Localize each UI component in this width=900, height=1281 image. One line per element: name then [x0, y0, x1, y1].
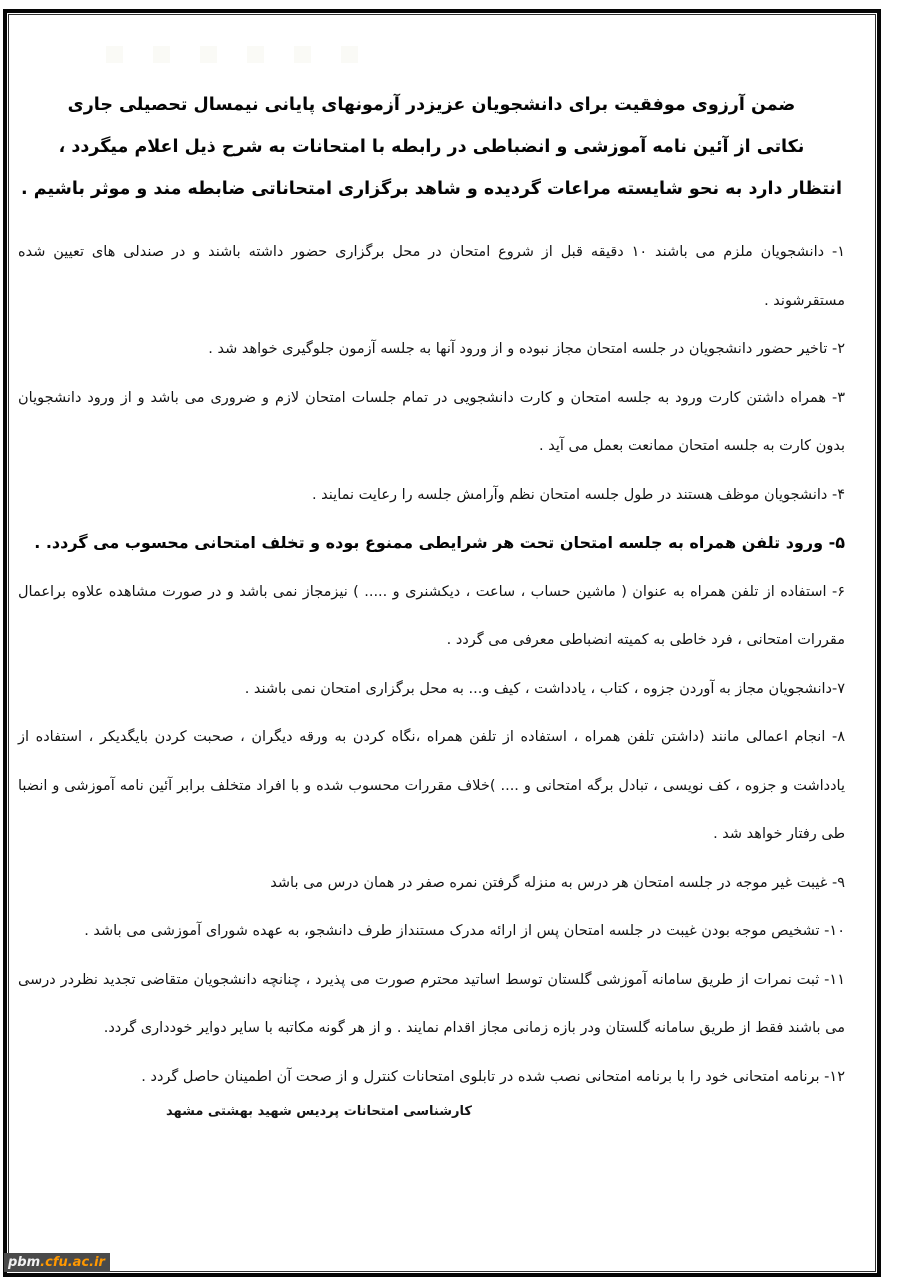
notice-item-6: ۶- استفاده از تلفن همراه به عنوان ( ماشین حساب ، ساعت ، دیکشنری و ..... ) نیزمجاز نمی باشد و در صورت مشاهده علاوه براعمال مقررات امتحانی ، فرد خاطی به کمیته انضباطی معرفی می گردد . — [18, 583, 845, 648]
signature-line: کارشناسی امتحانات پردیس شهید بهشتی مشهد — [166, 1104, 472, 1119]
notice-item-11: ۱۱- ثبت نمرات از طریق سامانه آموزشی گلستان توسط اساتید محترم صورت می پذیرد ، چنانچه دانشجویان متقاضی تجدید نظردر درسی می باشند فقط از طریق سامانه گلستان ودر بازه زمانی مجاز اقدام نمایند . و از هر گونه مکاتبه با سایر دوایر خودداری گردد. — [18, 971, 845, 1036]
notice-item-1: ۱- دانشجویان ملزم می باشند ۱۰ دقیقه قبل از شروع امتحان در محل برگزاری حضور داشته باشند و در صندلی های تعیین شده مستقرشوند . — [18, 244, 845, 309]
notice-item-10: ۱۰- تشخیص موجه بودن غیبت در جلسه امتحان پس از ارائه مدرک مستنداز طرف دانشجو، به عهده شورای آموزشی می باشد . — [84, 923, 845, 939]
ghost-mark — [341, 46, 358, 63]
notice-item-8: ۸- انجام اعمالی مانند (داشتن تلفن همراه ، استفاده از تلفن همراه ،نگاه کردن به ورقه دیگران ، صحبت کردن بایگدیکر ، استفاده از یادداشت و جزوه ، کف نویسی ، تبادل برگه امتحانی و .... )خلاف مقررات محسوب شده و با افراد متخلف برابر آئین نامه آموزشی و انضبا طی رفتار خواهد شد . — [18, 729, 845, 842]
notice-item-5: ۵- ورود تلفن همراه به جلسه امتحان تحت هر شرایطی ممنوع بوده و تخلف امتحانی محسوب می گردد. . — [34, 533, 845, 552]
ghost-mark — [247, 46, 264, 63]
watermark-prefix: pbm — [8, 1255, 41, 1270]
ghost-mark — [294, 46, 311, 63]
notice-body — [18, 84, 845, 1101]
ghost-mark — [153, 46, 170, 63]
ghost-redaction-row — [106, 46, 358, 63]
watermark-domain: .cfu.ac.ir — [40, 1255, 105, 1270]
notice-items — [18, 228, 845, 1101]
ghost-mark — [106, 46, 123, 63]
notice-item-7: ۷-دانشجویان مجاز به آوردن جزوه ، کتاب ، یادداشت ، کیف و... به محل برگزاری امتحان نمی باشند . — [244, 680, 845, 697]
notice-header — [18, 84, 845, 210]
notice-item-4: ۴- دانشجویان موظف هستند در طول جلسه امتحان نظم وآرامش جلسه را رعایت نمایند . — [311, 486, 845, 503]
notice-item-3: ۳- همراه داشتن کارت ورود به جلسه امتحان و کارت دانشجویی در تمام جلسات امتحان لازم و ضروری می باشد و از ورود دانشجویان بدون کارت به جلسه امتحان ممانعت بعمل می آید . — [18, 389, 845, 454]
notice-item-9: ۹- غیبت غیر موجه در جلسه امتحان هر درس به منزله گرفتن نمره صفر در همان درس می باشد — [270, 874, 845, 891]
header-line-1: ضمن آرزوی موفقیت برای دانشجویان عزیزدر آزمونهای پایانی نیمسال تحصیلی جاری — [67, 95, 796, 115]
site-watermark — [4, 1253, 110, 1272]
header-line-2: نکاتی از آئین نامه آموزشی و انضباطی در رابطه با امتحانات به شرح ذیل اعلام میگردد ، — [58, 137, 805, 157]
notice-item-12: ۱۲- برنامه امتحانی خود را با برنامه امتحانی نصب شده در تابلوی امتحانات کنترل و از صحت آن اطمینان حاصل گردد . — [141, 1068, 845, 1085]
header-line-3: انتظار دارد به نحو شایسته مراعات گردیده و شاهد برگزاری امتحاناتی ضابطه مند و موثر باشیم . — [21, 179, 842, 199]
notice-item-2: ۲- تاخیر حضور دانشجویان در جلسه امتحان مجاز نبوده و از ورود آنها به جلسه آزمون جلوگیری خواهد شد . — [208, 341, 845, 357]
ghost-mark — [200, 46, 217, 63]
